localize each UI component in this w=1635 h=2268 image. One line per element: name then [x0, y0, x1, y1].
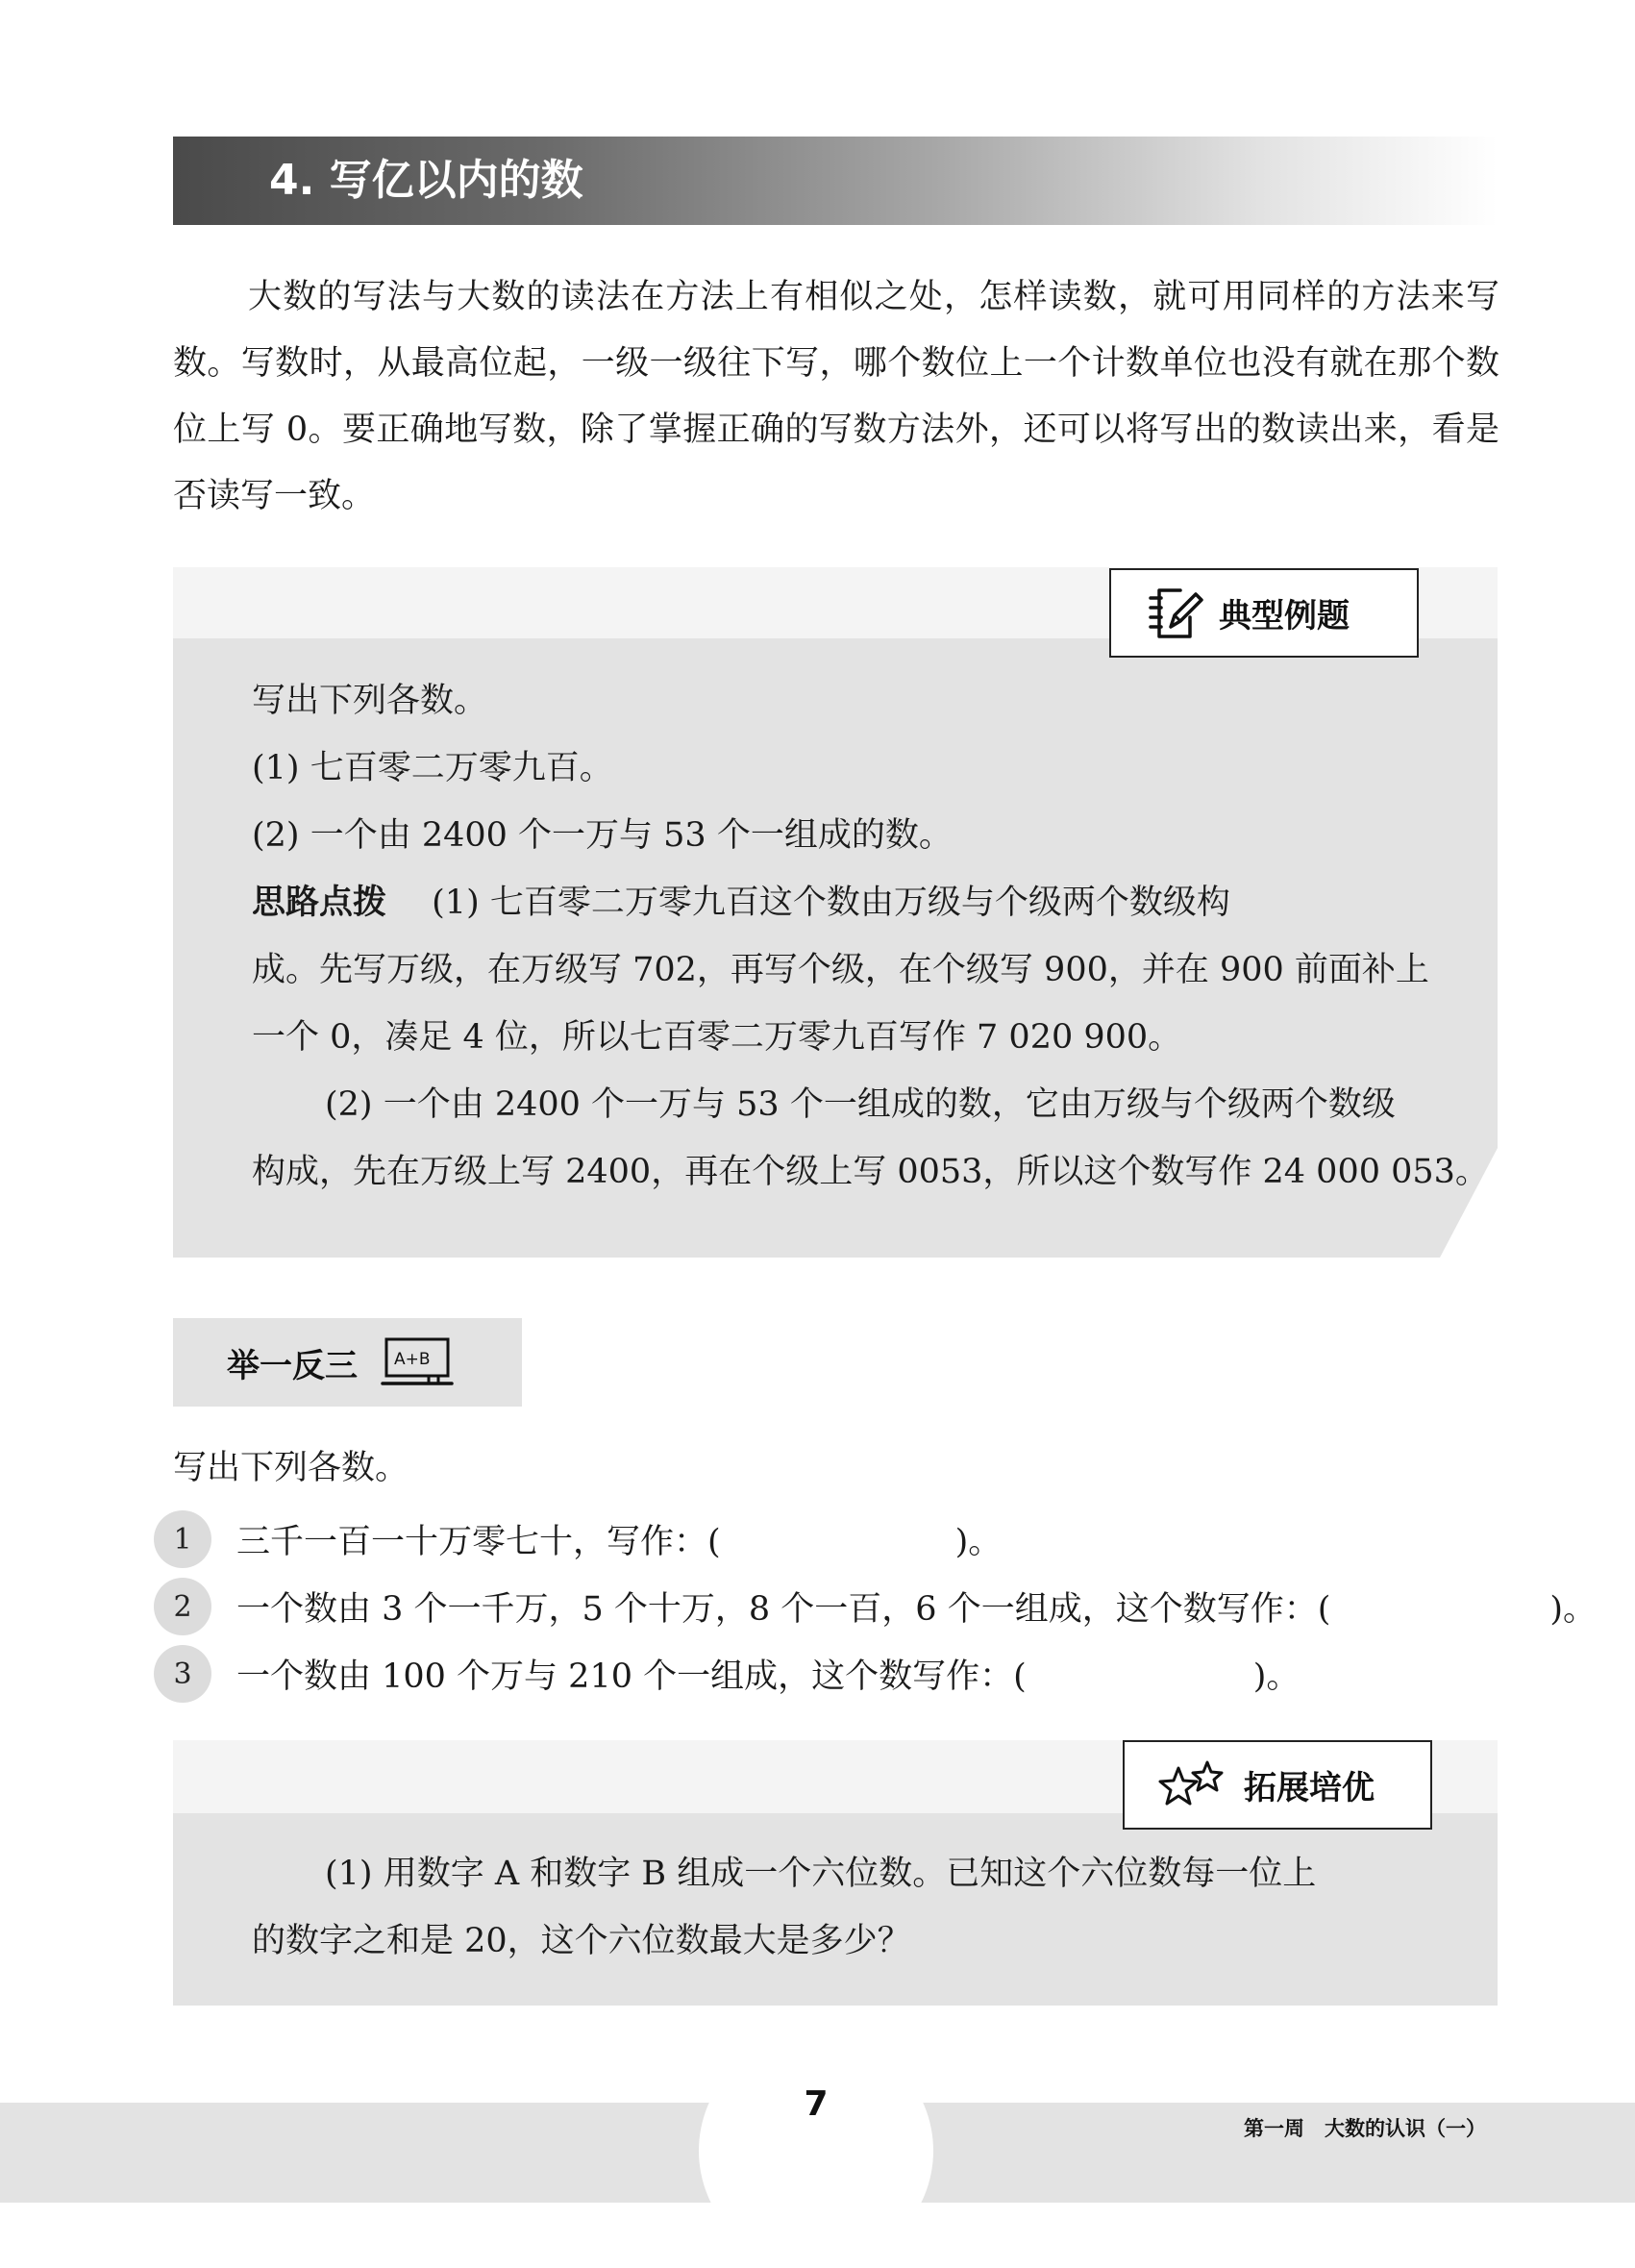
question-2: [154, 1578, 1597, 1635]
question-number: 2: [154, 1578, 211, 1635]
practice-label: 举一反三: [227, 1346, 358, 1385]
question-text: 一个数由 100 个万与 210 个一组成，这个数写作：( )。: [236, 1657, 1301, 1696]
footer-chapter: 第一周 大数的认识（一）: [1244, 2117, 1486, 2140]
hint2-line2: 构成，先在万级上写 2400，再在个级上写 0053，所以这个数写作 24 000 053。: [252, 1153, 1489, 1191]
footer-page-circle: [699, 2033, 933, 2268]
hint1-line2: 成。先写万级，在万级写 702，再写个级，在个级写 900，并在 900 前面补上: [252, 951, 1429, 989]
pencil-note-icon: [1146, 585, 1205, 642]
example-item-1: (1) 七百零二万零九百。: [252, 749, 613, 787]
extension-tag-label: 拓展培优: [1244, 1769, 1375, 1807]
question-number: 3: [154, 1645, 211, 1703]
extension-line-1: (1) 用数字 A 和数字 B 组成一个六位数。已知这个六位数每一位上: [325, 1855, 1317, 1893]
practice-header: [173, 1318, 522, 1407]
svg-text:A+B: A+B: [394, 1350, 431, 1369]
section-title: 4. 写亿以内的数: [269, 156, 583, 205]
example-tag-label: 典型例题: [1219, 597, 1350, 636]
question-3: [154, 1645, 1300, 1703]
hint2-line1: (2) 一个由 2400 个一万与 53 个一组成的数，它由万级与个级两个数级: [325, 1085, 1396, 1124]
question-number: 1: [154, 1510, 211, 1568]
question-text: 三千一百一十万零七十，写作：( )。: [236, 1523, 1003, 1561]
extension-tag: [1123, 1740, 1432, 1830]
intro-paragraph: 大数的写法与大数的读法在方法上有相似之处，怎样读数，就可用同样的方法来写数。写数时，从最高位起，一级一级往下写，哪个数位上一个计数单位也没有就在那个数位上写 0。要正确地写数，除了掌握正确的写数方法外，还可以将写出的数读出来，看是否读写一致。: [173, 278, 1499, 515]
example-item-2: (2) 一个由 2400 个一万与 53 个一组成的数。: [252, 816, 953, 855]
extension-line-2: 的数字之和是 20，这个六位数最大是多少？: [252, 1922, 911, 1960]
hint-line-1: [252, 880, 1428, 926]
example-tag: [1109, 568, 1419, 658]
hint1-line3: 一个 0，凑足 4 位，所以七百零二万零九百写作 7 020 900。: [252, 1018, 1182, 1057]
stars-icon: [1153, 1758, 1226, 1812]
hint-label: 思路点拨: [252, 884, 387, 922]
blackboard-icon: [381, 1335, 454, 1389]
hint1-line1-text: (1) 七百零二万零九百这个数由万级与个级两个数级构: [432, 884, 1230, 922]
section-title-bar: [173, 137, 1498, 225]
page-number: 7: [804, 2084, 829, 2124]
example-prompt: 写出下列各数。: [252, 682, 488, 720]
question-1: [154, 1510, 1002, 1568]
question-text: 一个数由 3 个一千万，5 个十万，8 个一百，6 个一组成，这个数写作：( )。: [236, 1590, 1598, 1629]
practice-prompt: 写出下列各数。: [173, 1449, 409, 1487]
